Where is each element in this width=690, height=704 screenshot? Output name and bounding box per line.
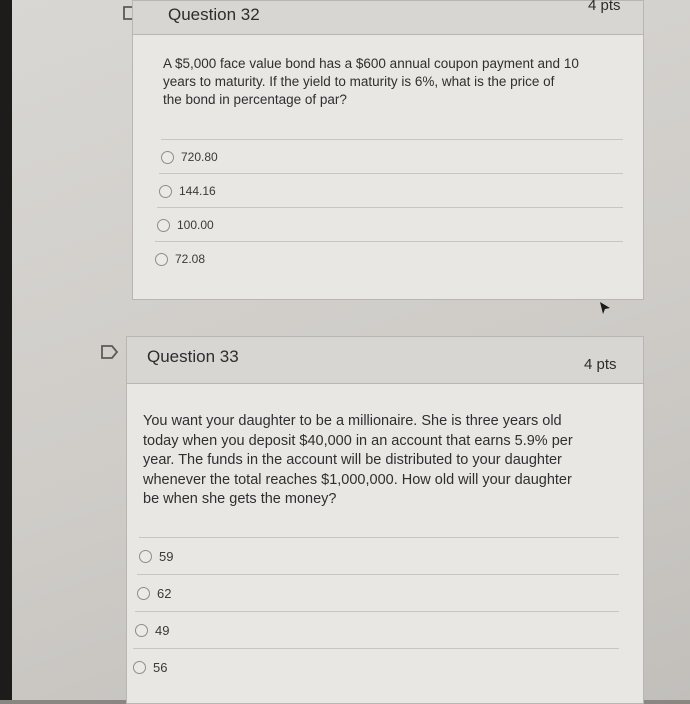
question-32-prompt	[163, 55, 633, 110]
option-label: 72.08	[175, 252, 206, 266]
option-label: 49	[155, 623, 170, 638]
question-33-prompt-line: year. The funds in the account will be distributed to your daughter	[143, 452, 562, 469]
question-33-option[interactable]	[137, 574, 619, 612]
question-33-title: Question 33	[147, 347, 239, 366]
option-label: 62	[157, 586, 172, 601]
radio-button-icon[interactable]	[159, 185, 172, 198]
question-32-prompt-line: the bond in percentage of par?	[163, 92, 347, 108]
radio-button-icon[interactable]	[137, 587, 150, 600]
question-33-option[interactable]	[133, 648, 619, 686]
option-label: 100.00	[177, 218, 214, 232]
radio-button-icon[interactable]	[139, 550, 152, 563]
question-33-points: 4 pts	[584, 356, 617, 373]
question-33-prompt-line: You want your daughter to be a millionaire. She is three years old	[143, 413, 562, 429]
question-32-prompt-line: years to maturity. If the yield to maturity is 6%, what is the price of	[163, 74, 555, 90]
question-33-option[interactable]	[135, 611, 619, 649]
question-33-card	[126, 336, 644, 704]
question-32-points: 4 pts	[588, 0, 621, 14]
radio-button-icon[interactable]	[155, 253, 168, 266]
option-label: 720.80	[181, 150, 218, 164]
radio-button-icon[interactable]	[135, 624, 148, 637]
question-33-option[interactable]	[139, 537, 619, 575]
question-32-title: Question 32	[168, 5, 260, 24]
radio-button-icon[interactable]	[161, 151, 174, 164]
option-label: 56	[153, 660, 168, 675]
question-33-prompt	[143, 412, 623, 510]
question-32-prompt-line: A $5,000 face value bond has a $600 annual coupon payment and 10	[163, 56, 579, 71]
device-bezel	[0, 0, 12, 700]
question-33-prompt-line: be when she gets the money?	[143, 491, 337, 508]
option-label: 144.16	[179, 184, 216, 198]
radio-button-icon[interactable]	[157, 219, 170, 232]
question-32-option[interactable]	[159, 173, 623, 208]
question-33-prompt-line: whenever the total reaches $1,000,000. How old will your daughter	[143, 471, 572, 488]
question-32-option[interactable]	[161, 139, 623, 174]
mouse-cursor-icon	[598, 300, 612, 316]
question-32-option[interactable]	[155, 241, 623, 276]
radio-button-icon[interactable]	[133, 661, 146, 674]
question-33-flag-icon[interactable]	[100, 344, 118, 358]
question-32-card	[132, 0, 644, 300]
question-33-prompt-line: today when you deposit $40,000 in an account that earns 5.9% per	[143, 432, 573, 449]
option-label: 59	[159, 549, 174, 564]
question-32-option[interactable]	[157, 207, 623, 242]
